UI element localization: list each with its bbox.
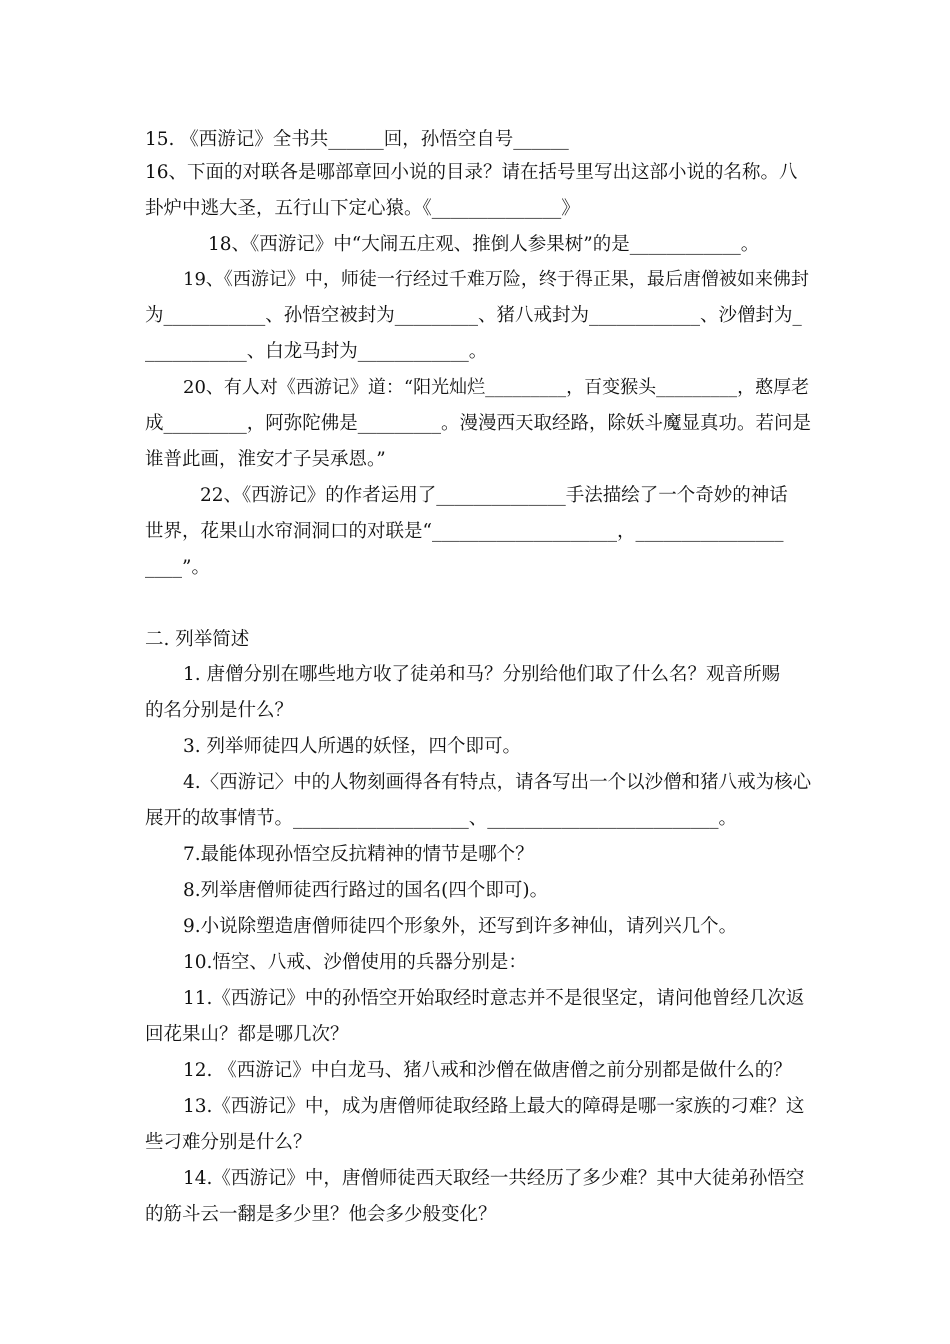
question-20-line-3: 谁普此画，淮安才子吴承恩。” xyxy=(145,449,386,470)
question-18: 18、《西游记》中“大闹五庄观、推倒人参果树”的是____________。 xyxy=(208,234,760,255)
list-question-7: 7.最能体现孙悟空反抗精神的情节是哪个？ xyxy=(183,844,534,865)
list-question-1-line-1: 1. 唐僧分别在哪些地方收了徒弟和马？分别给他们取了什么名？观音所赐 xyxy=(183,664,781,685)
question-16-line-1: 16、下面的对联各是哪部章回小说的目录？请在括号里写出这部小说的名称。八 xyxy=(145,162,798,183)
list-question-11-line-1: 11.《西游记》中的孙悟空开始取经时意志并不是很坚定，请问他曾经几次返 xyxy=(183,988,805,1009)
question-22-line-2: 世界，花果山水帘洞洞口的对联是“____________________，________________ xyxy=(145,521,784,542)
list-question-12: 12. 《西游记》中白龙马、猪八戒和沙僧在做唐僧之前分别都是做什么的？ xyxy=(183,1060,792,1081)
question-19-line-1: 19、《西游记》中，师徒一行经过千难万险，终于得正果，最后唐僧被如来佛封 xyxy=(183,269,809,290)
list-question-3: 3. 列举师徒四人所遇的妖怪，四个即可。 xyxy=(183,736,522,757)
list-question-13-line-2: 些刁难分别是什么？ xyxy=(145,1132,312,1153)
question-22-line-3: ____”。 xyxy=(145,557,210,578)
list-question-9: 9.小说除塑造唐僧师徒四个形象外，还写到许多神仙，请列兴几个。 xyxy=(183,916,738,937)
list-question-10: 10.悟空、八戒、沙僧使用的兵器分别是： xyxy=(183,952,527,973)
question-22-line-1: 22、《西游记》的作者运用了______________手法描绘了一个奇妙的神话 xyxy=(200,485,788,506)
section-heading: 二. 列举简述 xyxy=(145,629,250,650)
question-20-line-2: 成_________，阿弥陀佛是_________。漫漫西天取经路，除妖斗魔显真功。若问是 xyxy=(145,413,812,434)
list-question-8: 8.列举唐僧师徒西行路过的国名(四个即可)。 xyxy=(183,880,549,901)
list-question-11-line-2: 回花果山？都是哪几次？ xyxy=(145,1024,349,1045)
list-question-14-line-2: 的筋斗云一翻是多少里？他会多少般变化？ xyxy=(145,1204,497,1225)
question-20-line-1: 20、有人对《西游记》道：“阳光灿烂_________，百变猴头_________，憨厚老 xyxy=(183,377,810,398)
list-question-1-line-2: 的名分别是什么？ xyxy=(145,700,294,721)
question-19-line-3: ___________、白龙马封为____________。 xyxy=(145,341,488,362)
list-question-4-line-2: 展开的故事情节。___________________、_________________________。 xyxy=(145,808,738,829)
question-15: 15. 《西游记》全书共______回，孙悟空自号______ xyxy=(145,129,569,150)
question-16-line-2: 卦炉中逃大圣，五行山下定心猿。《______________》 xyxy=(145,198,580,219)
question-19-line-2: 为___________、孙悟空被封为_________、猪八戒封为____________、沙僧封为_ xyxy=(145,305,802,326)
list-question-4-line-1: 4.〈西游记〉中的人物刻画得各有特点，请各写出一个以沙僧和猪八戒为核心 xyxy=(183,772,812,793)
list-question-13-line-1: 13.《西游记》中，成为唐僧师徒取经路上最大的障碍是哪一家族的刁难？这 xyxy=(183,1096,805,1117)
list-question-14-line-1: 14.《西游记》中，唐僧师徒西天取经一共经历了多少难？其中大徒弟孙悟空 xyxy=(183,1168,805,1189)
